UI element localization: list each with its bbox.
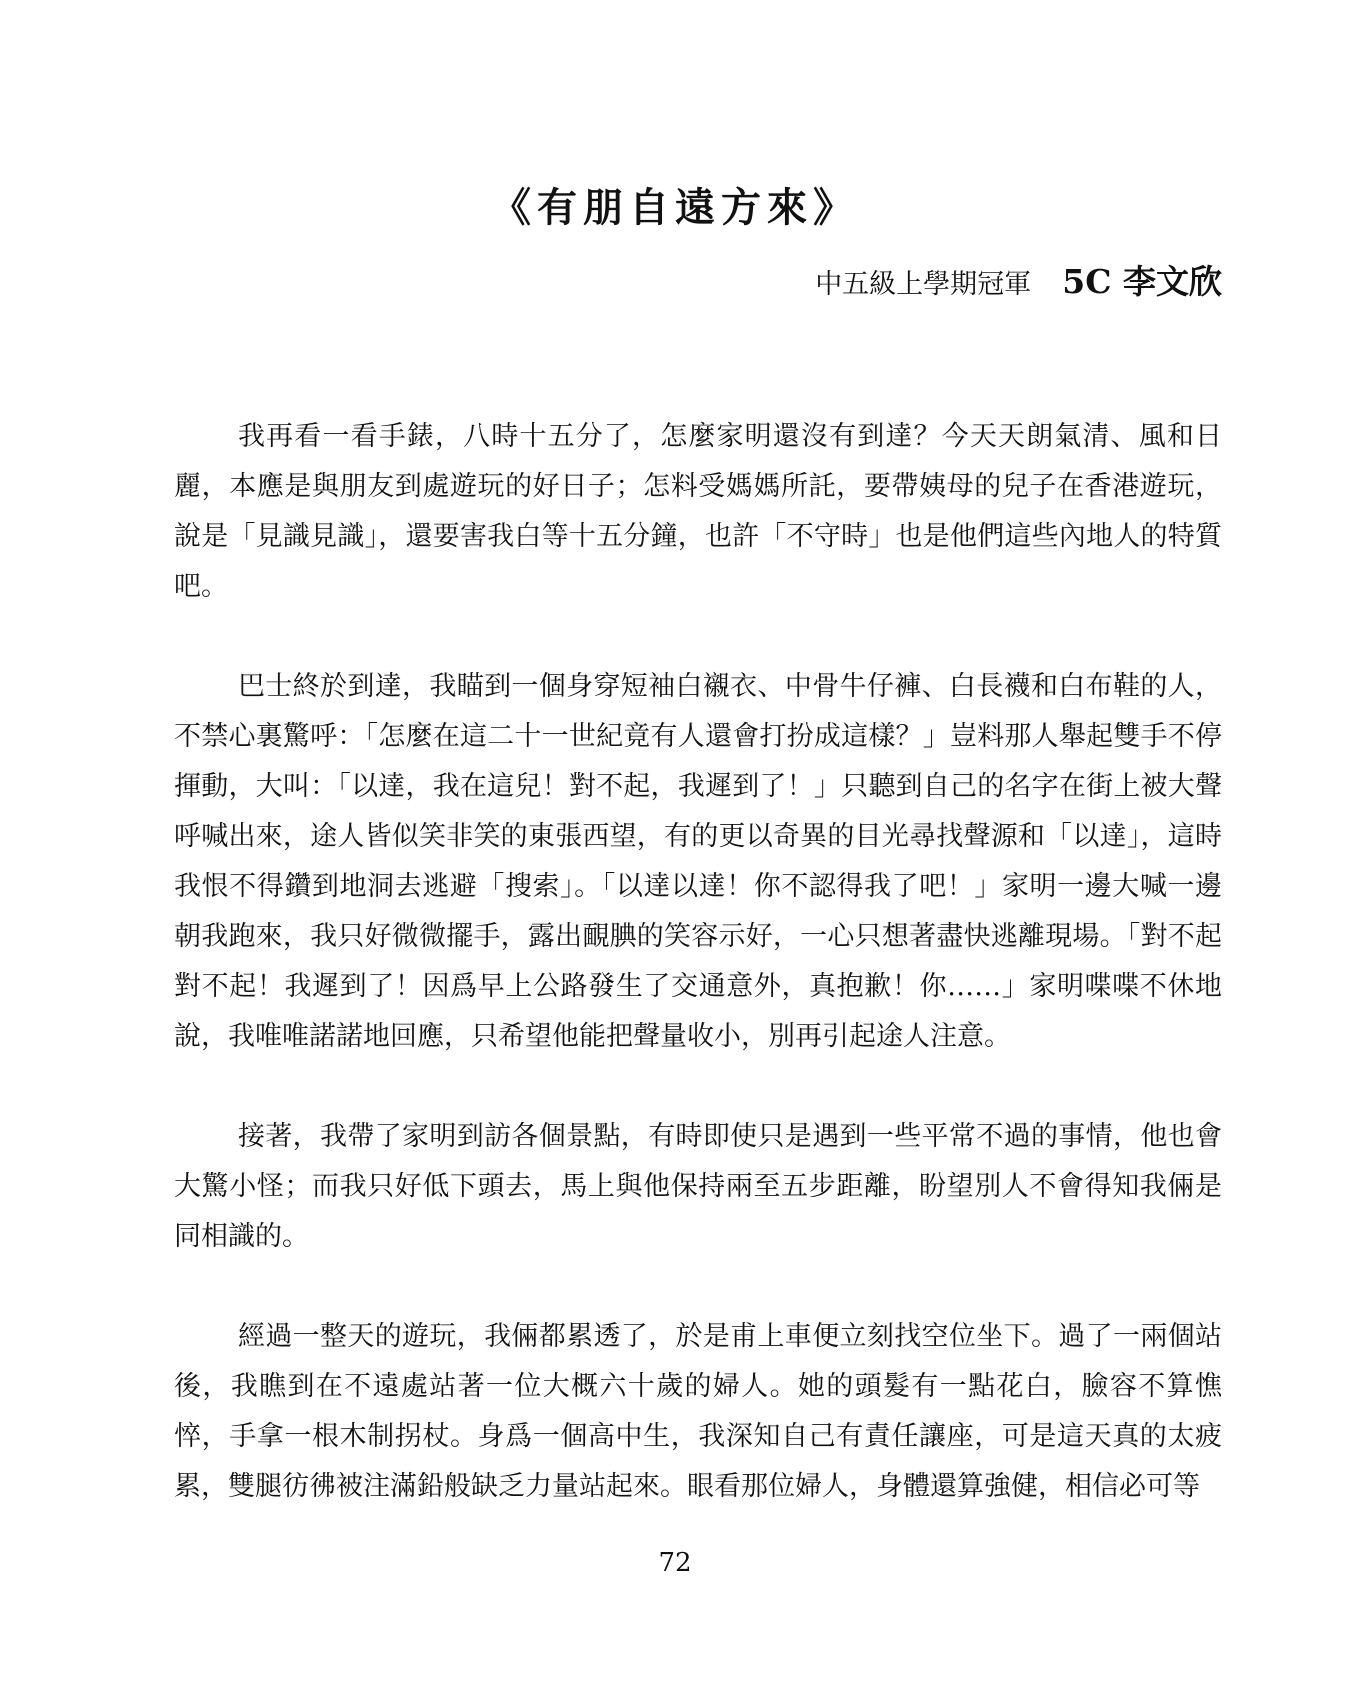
- essay-body: [174, 412, 1222, 1562]
- essay-title: 《有朋自遠方來》: [491, 184, 859, 231]
- paragraph-2: 巴士終於到達，我瞄到一個身穿短袖白襯衣、中骨牛仔褲、白長襪和白布鞋的人，不禁心裏驚呼：「怎麼在這二十一世紀竟有人還會打扮成這樣？」豈料那人舉起雙手不停揮動，大叫：「以達，我在這兒！對不起，我遲到了！」只聽到自己的名字在街上被大聲呼喊出來，途人皆似笑非笑的東張西望，有的更以奇異的目光尋找聲源和「以達」，這時我恨不得鑽到地洞去逃避「搜索」。「以達以達！你不認得我了吧！」家明一邊大喊一邊朝我跑來，我只好微微擺手，露出靦腆的笑容示好，一心只想著盡快逃離現場。「對不起對不起！我遲到了！因爲早上公路發生了交通意外，真抱歉！你……」家明喋喋不休地說，我唯唯諾諾地回應，只希望他能把聲量收小，別再引起途人注意。: [174, 671, 1222, 1052]
- author-name: 5C 李文欣: [1062, 262, 1222, 301]
- page-number: 72: [658, 1548, 692, 1578]
- paragraph-3: 接著，我帶了家明到訪各個景點，有時即使只是遇到一些平常不過的事情，他也會大驚小怪；而我只好低下頭去，馬上與他保持兩至五步距離，盼望別人不會得知我倆是同相識的。: [174, 1121, 1222, 1252]
- award-label: 中五級上學期冠軍: [815, 269, 1032, 300]
- byline: [815, 260, 1222, 310]
- paragraph-4: 經過一整天的遊玩，我倆都累透了，於是甫上車便立刻找空位坐下。過了一兩個站後，我瞧到在不遠處站著一位大概六十歲的婦人。她的頭髮有一點花白，臉容不算憔悴，手拿一根木制拐杖。身爲一個高中生，我深知自己有責任讓座，可是這天真的太疲累，雙腿彷彿被注滿鉛般缺乏力量站起來。眼看那位婦人，身體還算強健，相信必可等: [174, 1321, 1222, 1502]
- paragraph-1: 我再看一看手錶，八時十五分了，怎麼家明還沒有到達？今天天朗氣清、風和日麗，本應是與朋友到處遊玩的好日子；怎料受媽媽所託，要帶姨母的兒子在香港遊玩，說是「見識見識」，還要害我白等十五分鐘，也許「不守時」也是他們這些內地人的特質吧。: [174, 421, 1222, 602]
